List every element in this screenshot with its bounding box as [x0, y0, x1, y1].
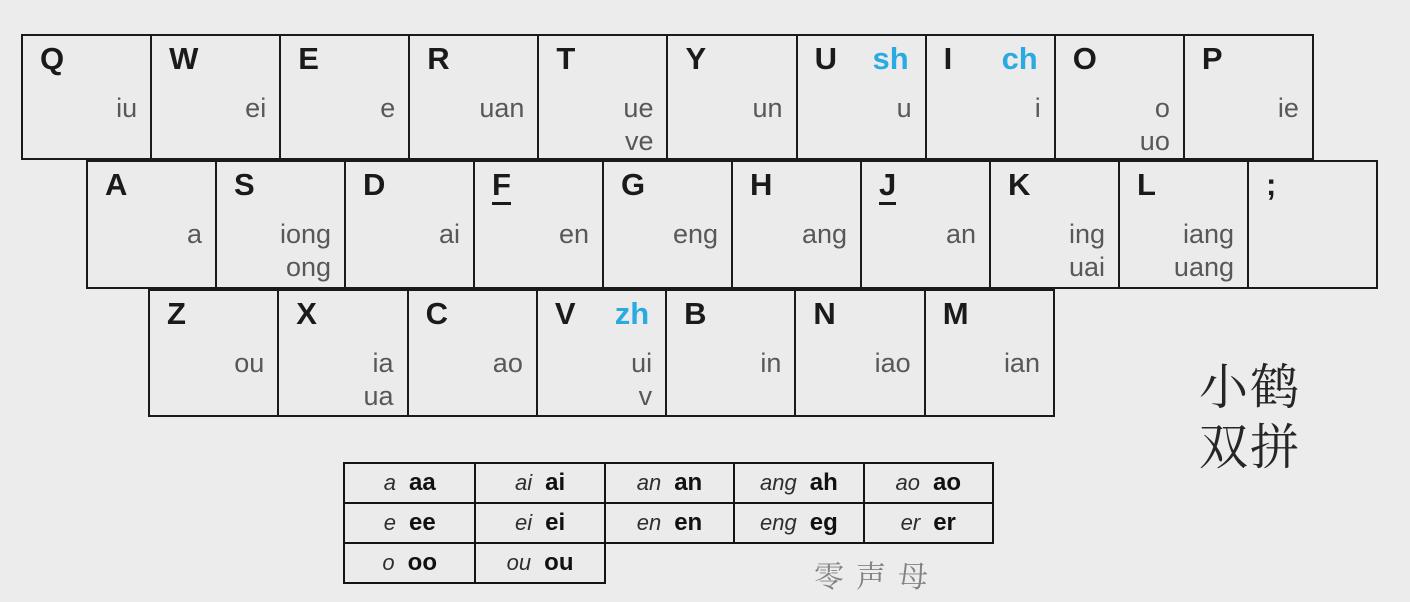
zero-initial-keys: eg	[809, 509, 838, 536]
key-e	[279, 36, 408, 158]
final-label: ia	[372, 348, 394, 378]
key-b	[665, 291, 794, 415]
key-h	[731, 162, 860, 287]
final-label: eng	[672, 219, 718, 249]
zero-initial-keys: ah	[809, 469, 838, 496]
keyboard-home-row	[86, 160, 1378, 289]
final-label: uang	[1173, 252, 1234, 282]
zero-initial-final: ang	[760, 470, 797, 495]
zero-initial-final: en	[636, 510, 662, 535]
key-a	[88, 162, 215, 287]
key-letter: Q	[40, 41, 65, 76]
key-letter: R	[427, 41, 450, 76]
key-letter: B	[684, 296, 707, 331]
zero-initial-keys: ei	[545, 509, 566, 536]
key-letter: Z	[167, 296, 186, 331]
final-label: v	[638, 381, 653, 411]
zero-initial-row	[343, 502, 994, 544]
key-letter: G	[621, 167, 646, 202]
final-label: ing	[1068, 219, 1105, 249]
key-finals	[364, 347, 394, 413]
key-letter: F	[492, 168, 511, 205]
final-label: iu	[116, 93, 138, 123]
zero-initial-final: a	[383, 470, 396, 495]
zero-initial-cell	[345, 544, 474, 582]
zero-initial-final: e	[383, 510, 396, 535]
key-j	[860, 162, 989, 287]
key-m	[924, 291, 1053, 415]
key-letter: E	[298, 41, 319, 76]
key-finals	[280, 218, 331, 284]
zero-initial-cell	[474, 464, 603, 502]
key-x	[277, 291, 406, 415]
final-label: u	[896, 93, 912, 123]
zero-initial-keys: er	[933, 509, 956, 536]
key-finals	[479, 92, 524, 125]
key-finals	[1069, 218, 1105, 284]
key-letter: S	[234, 167, 255, 202]
key-y	[666, 36, 795, 158]
key-finals	[245, 92, 266, 125]
zero-initial-row	[343, 542, 606, 584]
key-finals	[1035, 92, 1041, 125]
zero-initial-keys: ou	[544, 549, 574, 576]
key-letter: D	[363, 167, 386, 202]
zero-initial-keys: ai	[545, 469, 566, 496]
zero-initial-cell	[474, 504, 603, 542]
key-finals	[1278, 92, 1299, 125]
key-letter: Y	[685, 41, 707, 76]
zero-initial-cell	[345, 504, 474, 542]
key-initial-label: zh	[614, 296, 650, 331]
key-finals	[187, 218, 202, 251]
key-finals	[234, 347, 264, 380]
final-label: iao	[874, 348, 911, 378]
key-letter: X	[296, 296, 317, 331]
zero-initial-caption: 零声母	[814, 560, 940, 595]
final-label: ou	[234, 348, 265, 378]
final-label: uo	[1139, 126, 1170, 156]
title-line-2: 双拼	[1199, 419, 1302, 476]
key-finals	[380, 92, 395, 125]
zero-initial-cell	[733, 504, 862, 542]
zero-initial-cell	[863, 504, 992, 542]
zero-initial-cell	[345, 464, 474, 502]
final-label: e	[380, 93, 396, 123]
key-finals	[439, 218, 460, 251]
key-finals	[116, 92, 137, 125]
keyboard-top-row	[21, 34, 1314, 160]
zero-initial-keys: ao	[932, 469, 961, 496]
key-finals	[946, 218, 976, 251]
zero-initial-keys: aa	[408, 469, 436, 496]
key-s	[215, 162, 344, 287]
key-finals	[875, 347, 911, 380]
final-label: ve	[624, 126, 654, 156]
final-label: o	[1154, 93, 1170, 123]
key-semicolon	[1247, 162, 1376, 287]
key-letter: P	[1201, 41, 1223, 76]
zero-initial-keys: en	[674, 509, 703, 536]
zero-initial-final: ou	[506, 550, 532, 575]
final-label: en	[558, 219, 589, 249]
key-letter: N	[813, 296, 836, 331]
key-p	[1183, 36, 1312, 158]
keyboard-bottom-row	[148, 289, 1055, 417]
zero-initial-final: eng	[760, 510, 797, 535]
zero-initial-keys: an	[674, 469, 703, 496]
key-u	[796, 36, 925, 158]
key-letter: V	[554, 296, 576, 331]
key-letter: ;	[1266, 167, 1277, 202]
key-letter: I	[943, 41, 953, 76]
key-f	[473, 162, 602, 287]
final-label: ian	[1003, 348, 1040, 378]
key-d	[344, 162, 473, 287]
final-label: ao	[492, 348, 523, 378]
key-v	[536, 291, 665, 415]
final-label: ang	[801, 219, 847, 249]
key-finals	[753, 92, 783, 125]
final-label: iang	[1182, 219, 1234, 249]
final-label: ong	[285, 252, 331, 282]
key-finals	[802, 218, 847, 251]
zero-initial-cell	[604, 504, 733, 542]
zero-initial-cell	[863, 464, 992, 502]
key-letter: U	[814, 41, 837, 76]
zero-initial-final: er	[900, 510, 921, 535]
key-letter: A	[105, 167, 128, 202]
key-finals	[1174, 218, 1234, 284]
final-label: ei	[245, 93, 267, 123]
key-finals	[1004, 347, 1040, 380]
final-label: ui	[631, 348, 653, 378]
key-r	[408, 36, 537, 158]
zero-initial-final: ai	[515, 470, 533, 495]
zero-initial-row	[343, 462, 994, 504]
final-label: un	[752, 93, 783, 123]
key-q	[23, 36, 150, 158]
zero-initial-final: an	[636, 470, 662, 495]
key-finals	[493, 347, 523, 380]
key-k	[989, 162, 1118, 287]
key-finals	[897, 92, 912, 125]
key-finals	[559, 218, 589, 251]
final-label: ua	[363, 381, 394, 411]
key-letter: M	[942, 296, 969, 331]
zero-initial-final: ao	[895, 470, 920, 495]
key-letter: H	[750, 167, 773, 202]
zero-initial-cell	[604, 464, 733, 502]
key-letter: L	[1137, 167, 1156, 202]
key-w	[150, 36, 279, 158]
key-finals	[631, 347, 652, 413]
key-letter: T	[556, 41, 576, 76]
key-c	[407, 291, 536, 415]
zero-initial-keys: ee	[408, 509, 436, 536]
final-label: ue	[623, 93, 654, 123]
key-n	[794, 291, 923, 415]
final-label: i	[1034, 93, 1041, 123]
key-finals	[673, 218, 718, 251]
final-label: ai	[438, 219, 460, 249]
zero-initial-final: ei	[515, 510, 533, 535]
key-letter: W	[169, 41, 199, 76]
key-initial-label: ch	[1001, 41, 1038, 76]
zero-initial-keys: oo	[407, 549, 437, 576]
key-letter: C	[425, 296, 448, 331]
key-i	[925, 36, 1054, 158]
key-finals	[623, 92, 653, 158]
key-initial-label: sh	[872, 41, 909, 76]
final-label: in	[760, 348, 782, 378]
key-z	[150, 291, 277, 415]
key-l	[1118, 162, 1247, 287]
final-label: uan	[479, 93, 525, 123]
final-label: a	[186, 219, 202, 249]
final-label: uai	[1068, 252, 1105, 282]
key-g	[602, 162, 731, 287]
final-label: ie	[1277, 93, 1299, 123]
title-xiaohe-shuangpin	[1199, 358, 1301, 478]
zero-initial-cell	[474, 544, 603, 582]
key-finals	[760, 347, 781, 380]
key-letter: O	[1072, 41, 1097, 76]
key-letter: J	[879, 168, 896, 205]
title-line-1: 小鹤	[1199, 359, 1302, 416]
zero-initial-cell	[733, 464, 862, 502]
final-label: iong	[279, 219, 331, 249]
key-letter: K	[1008, 167, 1031, 202]
key-t	[537, 36, 666, 158]
zero-initial-final: o	[382, 550, 395, 575]
key-o	[1054, 36, 1183, 158]
key-finals	[1140, 92, 1170, 158]
final-label: an	[945, 219, 976, 249]
